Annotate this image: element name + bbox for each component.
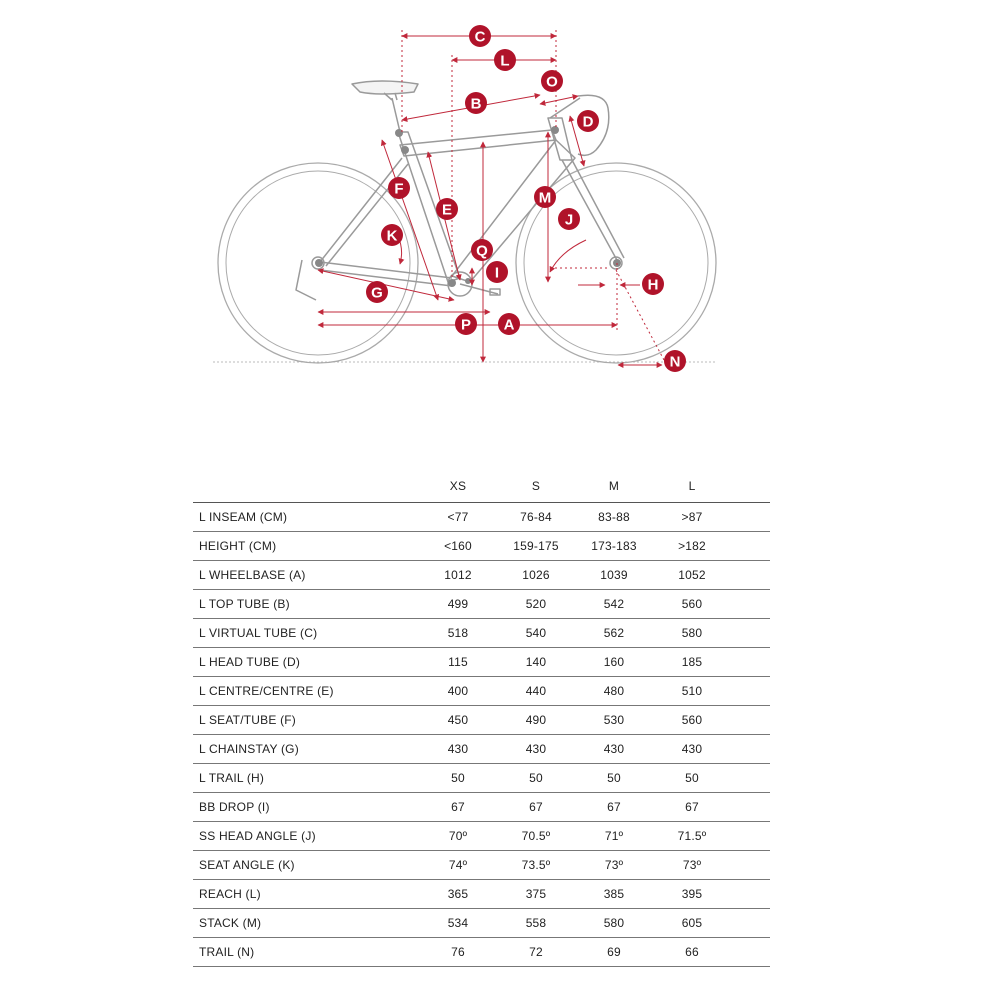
row-label: SS HEAD ANGLE (J) bbox=[193, 822, 419, 851]
cell: 540 bbox=[497, 619, 575, 648]
cell: 1026 bbox=[497, 561, 575, 590]
row-label: L CENTRE/CENTRE (E) bbox=[193, 677, 419, 706]
table-row bbox=[193, 590, 770, 619]
table-row bbox=[193, 938, 770, 967]
table-row bbox=[193, 648, 770, 677]
badge-D bbox=[577, 110, 599, 132]
cell: 67 bbox=[653, 793, 731, 822]
cell: 430 bbox=[575, 735, 653, 764]
cell: 580 bbox=[653, 619, 731, 648]
cell: 365 bbox=[419, 880, 497, 909]
svg-text:J: J bbox=[564, 211, 574, 229]
row-label: L VIRTUAL TUBE (C) bbox=[193, 619, 419, 648]
row-label: HEIGHT (CM) bbox=[193, 532, 419, 561]
cell: 173-183 bbox=[575, 532, 653, 561]
cell: 558 bbox=[497, 909, 575, 938]
svg-text:L: L bbox=[500, 52, 510, 70]
cell: 73º bbox=[575, 851, 653, 880]
cell: 67 bbox=[419, 793, 497, 822]
badge-G bbox=[366, 281, 388, 303]
cell: 499 bbox=[419, 590, 497, 619]
svg-text:A: A bbox=[503, 316, 515, 334]
svg-text:H: H bbox=[647, 276, 659, 294]
badge-H bbox=[642, 273, 664, 295]
cell: 185 bbox=[653, 648, 731, 677]
header-label-cell bbox=[193, 470, 419, 503]
cell: 70.5º bbox=[497, 822, 575, 851]
table-row bbox=[193, 532, 770, 561]
cell: 76 bbox=[419, 938, 497, 967]
bike-geometry-diagram bbox=[0, 0, 1000, 460]
row-label: SEAT ANGLE (K) bbox=[193, 851, 419, 880]
cell: 71.5º bbox=[653, 822, 731, 851]
cell: 562 bbox=[575, 619, 653, 648]
cell: 518 bbox=[419, 619, 497, 648]
cell: 480 bbox=[575, 677, 653, 706]
cell: 395 bbox=[653, 880, 731, 909]
svg-text:I: I bbox=[494, 264, 500, 282]
cell: 67 bbox=[575, 793, 653, 822]
cell: 76-84 bbox=[497, 503, 575, 532]
svg-text:F: F bbox=[394, 180, 404, 198]
cell: 530 bbox=[575, 706, 653, 735]
row-label: L TOP TUBE (B) bbox=[193, 590, 419, 619]
cell: 50 bbox=[575, 764, 653, 793]
cell: 430 bbox=[653, 735, 731, 764]
table-row bbox=[193, 561, 770, 590]
cell: 67 bbox=[497, 793, 575, 822]
geometry-table bbox=[193, 470, 770, 967]
badge-B bbox=[465, 92, 487, 114]
table-row bbox=[193, 735, 770, 764]
cell: 115 bbox=[419, 648, 497, 677]
cell: 159-175 bbox=[497, 532, 575, 561]
bike-frame bbox=[296, 81, 624, 300]
badge-K bbox=[381, 224, 403, 246]
cell: 73.5º bbox=[497, 851, 575, 880]
table-row bbox=[193, 793, 770, 822]
cell: >87 bbox=[653, 503, 731, 532]
cell: 72 bbox=[497, 938, 575, 967]
table-row bbox=[193, 619, 770, 648]
cell: 1012 bbox=[419, 561, 497, 590]
cell: 50 bbox=[653, 764, 731, 793]
cell: 534 bbox=[419, 909, 497, 938]
cell: 440 bbox=[497, 677, 575, 706]
svg-text:B: B bbox=[470, 95, 482, 113]
svg-text:Q: Q bbox=[476, 242, 488, 260]
cell: 490 bbox=[497, 706, 575, 735]
badge-J bbox=[558, 208, 580, 230]
cell: 83-88 bbox=[575, 503, 653, 532]
cell: 400 bbox=[419, 677, 497, 706]
table-row bbox=[193, 851, 770, 880]
row-label: L TRAIL (H) bbox=[193, 764, 419, 793]
cell: <160 bbox=[419, 532, 497, 561]
row-label: L INSEAM (CM) bbox=[193, 503, 419, 532]
cell: 510 bbox=[653, 677, 731, 706]
size-header-xs: XS bbox=[419, 470, 497, 503]
svg-text:O: O bbox=[546, 73, 558, 91]
svg-text:M: M bbox=[538, 189, 552, 207]
cell: 66 bbox=[653, 938, 731, 967]
cell: 375 bbox=[497, 880, 575, 909]
badge-A bbox=[498, 313, 520, 335]
cell: <77 bbox=[419, 503, 497, 532]
table-row bbox=[193, 822, 770, 851]
badge-F bbox=[388, 177, 410, 199]
badge-Q bbox=[471, 239, 493, 261]
cell: 160 bbox=[575, 648, 653, 677]
dimension-lines bbox=[318, 30, 664, 365]
svg-text:D: D bbox=[582, 113, 594, 131]
cell: 71º bbox=[575, 822, 653, 851]
svg-text:C: C bbox=[474, 28, 486, 46]
cell: 70º bbox=[419, 822, 497, 851]
cell: 542 bbox=[575, 590, 653, 619]
size-header-s: S bbox=[497, 470, 575, 503]
table-row bbox=[193, 909, 770, 938]
badge-L bbox=[494, 49, 516, 71]
badge-M bbox=[534, 186, 556, 208]
badge-P bbox=[455, 313, 477, 335]
cell: 1039 bbox=[575, 561, 653, 590]
svg-text:N: N bbox=[669, 353, 681, 371]
cell: 580 bbox=[575, 909, 653, 938]
cell: 560 bbox=[653, 706, 731, 735]
table-row bbox=[193, 706, 770, 735]
badge-E bbox=[436, 198, 458, 220]
cell: 520 bbox=[497, 590, 575, 619]
cell: 140 bbox=[497, 648, 575, 677]
size-header-l: L bbox=[653, 470, 731, 503]
svg-text:K: K bbox=[386, 227, 398, 245]
frame-joints bbox=[315, 126, 621, 287]
row-label: L SEAT/TUBE (F) bbox=[193, 706, 419, 735]
cell: 73º bbox=[653, 851, 731, 880]
size-header-m: M bbox=[575, 470, 653, 503]
cell: 50 bbox=[419, 764, 497, 793]
cell: 385 bbox=[575, 880, 653, 909]
cell: 430 bbox=[419, 735, 497, 764]
cell: >182 bbox=[653, 532, 731, 561]
table-row bbox=[193, 880, 770, 909]
table-row bbox=[193, 764, 770, 793]
cell: 430 bbox=[497, 735, 575, 764]
cell: 74º bbox=[419, 851, 497, 880]
row-label: STACK (M) bbox=[193, 909, 419, 938]
row-label: TRAIL (N) bbox=[193, 938, 419, 967]
svg-text:P: P bbox=[460, 316, 472, 334]
badge-I bbox=[486, 261, 508, 283]
table-row bbox=[193, 503, 770, 532]
table-row bbox=[193, 677, 770, 706]
row-label: BB DROP (I) bbox=[193, 793, 419, 822]
badge-C bbox=[469, 25, 491, 47]
cell: 560 bbox=[653, 590, 731, 619]
cell: 50 bbox=[497, 764, 575, 793]
cell: 1052 bbox=[653, 561, 731, 590]
svg-text:E: E bbox=[441, 201, 453, 219]
row-label: L WHEELBASE (A) bbox=[193, 561, 419, 590]
row-label: REACH (L) bbox=[193, 880, 419, 909]
row-label: L CHAINSTAY (G) bbox=[193, 735, 419, 764]
svg-text:G: G bbox=[371, 284, 383, 302]
cell: 450 bbox=[419, 706, 497, 735]
row-label: L HEAD TUBE (D) bbox=[193, 648, 419, 677]
badge-N bbox=[664, 350, 686, 372]
table-header-row bbox=[193, 470, 770, 503]
cell: 69 bbox=[575, 938, 653, 967]
cell: 605 bbox=[653, 909, 731, 938]
badge-O bbox=[541, 70, 563, 92]
